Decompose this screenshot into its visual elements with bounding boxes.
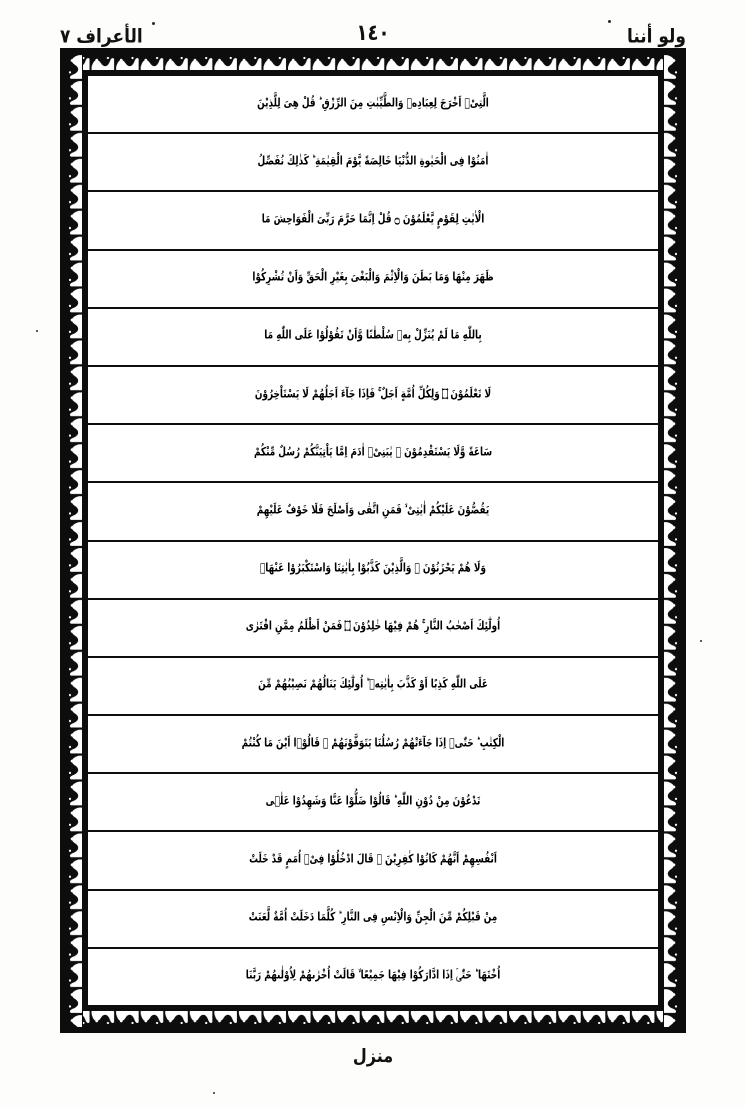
ayah-line [88,425,658,483]
ornament-band-right [663,54,680,1027]
ayah-line [88,309,658,367]
ayah-line-text: الْكِتٰبِ ؕ حَتّٰىۤ اِذَا جَآءَتْهُمْ رُسُلُنَا يَتَوَفَّوْنَهُمْ ۙ قَالُوْۤا اَيْنَ مَا كُنْتُمْ [241,737,505,751]
ayah-line-text: الْاٰيٰتِ لِقَوْمٍ يَّعْلَمُوْنَ ۝ قُلْ اِنَّمَا حَرَّمَ رَبِّىَ الْفَوَاحِشَ مَا [261,213,485,227]
paper-speck [700,640,702,642]
ayah-line-text: اُخْتَهَا ؕ حَتّٰىۤ اِذَا ادَّارَكُوْا فِيْهَا جَمِيْعًا ۙ قَالَتْ اُخْرٰىهُمْ لِاُوْلٰىهُمْ رَبَّنَا [245,969,501,983]
juz-name-label: ولو أننا [626,25,686,48]
ayah-line [88,542,658,600]
ornament-band-top [66,54,680,71]
ayah-line [88,891,658,949]
ayah-line-text: مِنْ قَبْلِكُمْ مِّنَ الْجِنِّ وَالْاِنْسِ فِى النَّارِ ؕ كُلَّمَا دَخَلَتْ اُمَّةٌ لَّعَنَتْ [248,911,498,925]
ayah-lines-container [88,76,658,1005]
ayah-line [88,949,658,1005]
paper-speck [152,22,155,25]
ayah-line [88,716,658,774]
ayah-line [88,658,658,716]
page-header [60,14,686,48]
paper-speck [608,20,611,23]
ayah-line-text: عَلَى اللّٰهِ كَذِبًا اَوْ كَذَّبَ بِاٰيٰتِهٖ ؕ اُولٰٓئِكَ يَنَالُهُمْ نَصِيْبُهُمْ مِّنَ [258,678,488,692]
ayah-line-text: اَنْفُسِهِمْ اَنَّهُمْ كَانُوْا كٰفِرِيْنَ ۝ قَالَ ادْخُلُوْا فِىْۤ اُمَمٍ قَدْ خَلَتْ [249,853,497,867]
ayah-line [88,192,658,250]
ayah-line-text: يَقُصُّوْنَ عَلَيْكُمْ اٰيٰتِىْ ۙ فَمَنِ اتَّقٰى وَاَصْلَحَ فَلَا خَوْفٌ عَلَيْهِمْ [256,504,490,518]
surah-name-label: الأعراف ٧ [60,25,143,48]
ayah-line-text: اُولٰٓئِكَ اَصْحٰبُ النَّارِ ۚ هُمْ فِيْهَا خٰلِدُوْنَ ۝ فَمَنْ اَظْلَمُ مِمَّنِ افْتَرٰى [245,620,501,634]
ayah-line [88,774,658,832]
ayah-line [88,134,658,192]
ayah-line [88,832,658,890]
ayah-line [88,251,658,309]
ayah-line [88,483,658,541]
ayah-line-text: بِاللّٰهِ مَا لَمْ يُنَزِّلْ بِهٖ سُلْطٰنًا وَّاَنْ تَقُوْلُوْا عَلَى اللّٰهِ مَا [264,329,482,343]
decorative-border-frame [60,48,686,1033]
text-block [86,74,660,1007]
paper-speck [213,1092,215,1094]
ayah-line-text: تَدْعُوْنَ مِنْ دُوْنِ اللّٰهِ ؕ قَالُوْا ضَلُّوْا عَنَّا وَشَهِدُوْا عَلٰۤى [265,795,481,809]
ayah-line [88,76,658,134]
ayah-line-text: اٰمَنُوْا فِى الْحَيٰوةِ الدُّنْيَا خَالِصَةً يَّوْمَ الْقِيٰمَةِ ؕ كَذٰلِكَ نُفَصِّلُ [257,155,489,169]
ornament-band-left [66,54,83,1027]
ayah-line-text: لَا تَعْلَمُوْنَ ۝ وَلِكُلِّ اُمَّةٍ اَجَلٌ ۚ فَاِذَا جَآءَ اَجَلُهُمْ لَا يَسْتَاْخِرُوْنَ [254,387,492,401]
ornament-band-bottom [66,1010,680,1027]
ayah-line-text: ظَهَرَ مِنْهَا وَمَا بَطَنَ وَالْاِثْمَ وَالْبَغْىَ بِغَيْرِ الْحَقِّ وَاَنْ تُشْرِكُوْا [252,271,494,285]
page-footer [0,1046,746,1065]
ayah-line [88,600,658,658]
ayah-line-text: الَّتِىْۤ اَخْرَجَ لِعِبَادِهٖ وَالطَّيِّبٰتِ مِنَ الرِّزْقِ ؕ قُلْ هِىَ لِلَّذِيْنَ [257,96,489,110]
ayah-line-text: سَاعَةً وَّلَا يَسْتَقْدِمُوْنَ ۝ يٰبَنِىْۤ اٰدَمَ اِمَّا يَاْتِيَنَّكُمْ رُسُلٌ مِّنْكُمْ [253,446,493,460]
ayah-line-text: وَلَا هُمْ يَحْزَنُوْنَ ۝ وَالَّذِيْنَ كَذَّبُوْا بِاٰيٰتِنَا وَاسْتَكْبَرُوْا عَنْهَاۤ [259,562,487,576]
page-number-label: ١٤٠ [356,19,390,46]
ayah-line [88,367,658,425]
paper-speck [36,330,38,332]
manzil-marker-label: منزل [352,1044,394,1067]
